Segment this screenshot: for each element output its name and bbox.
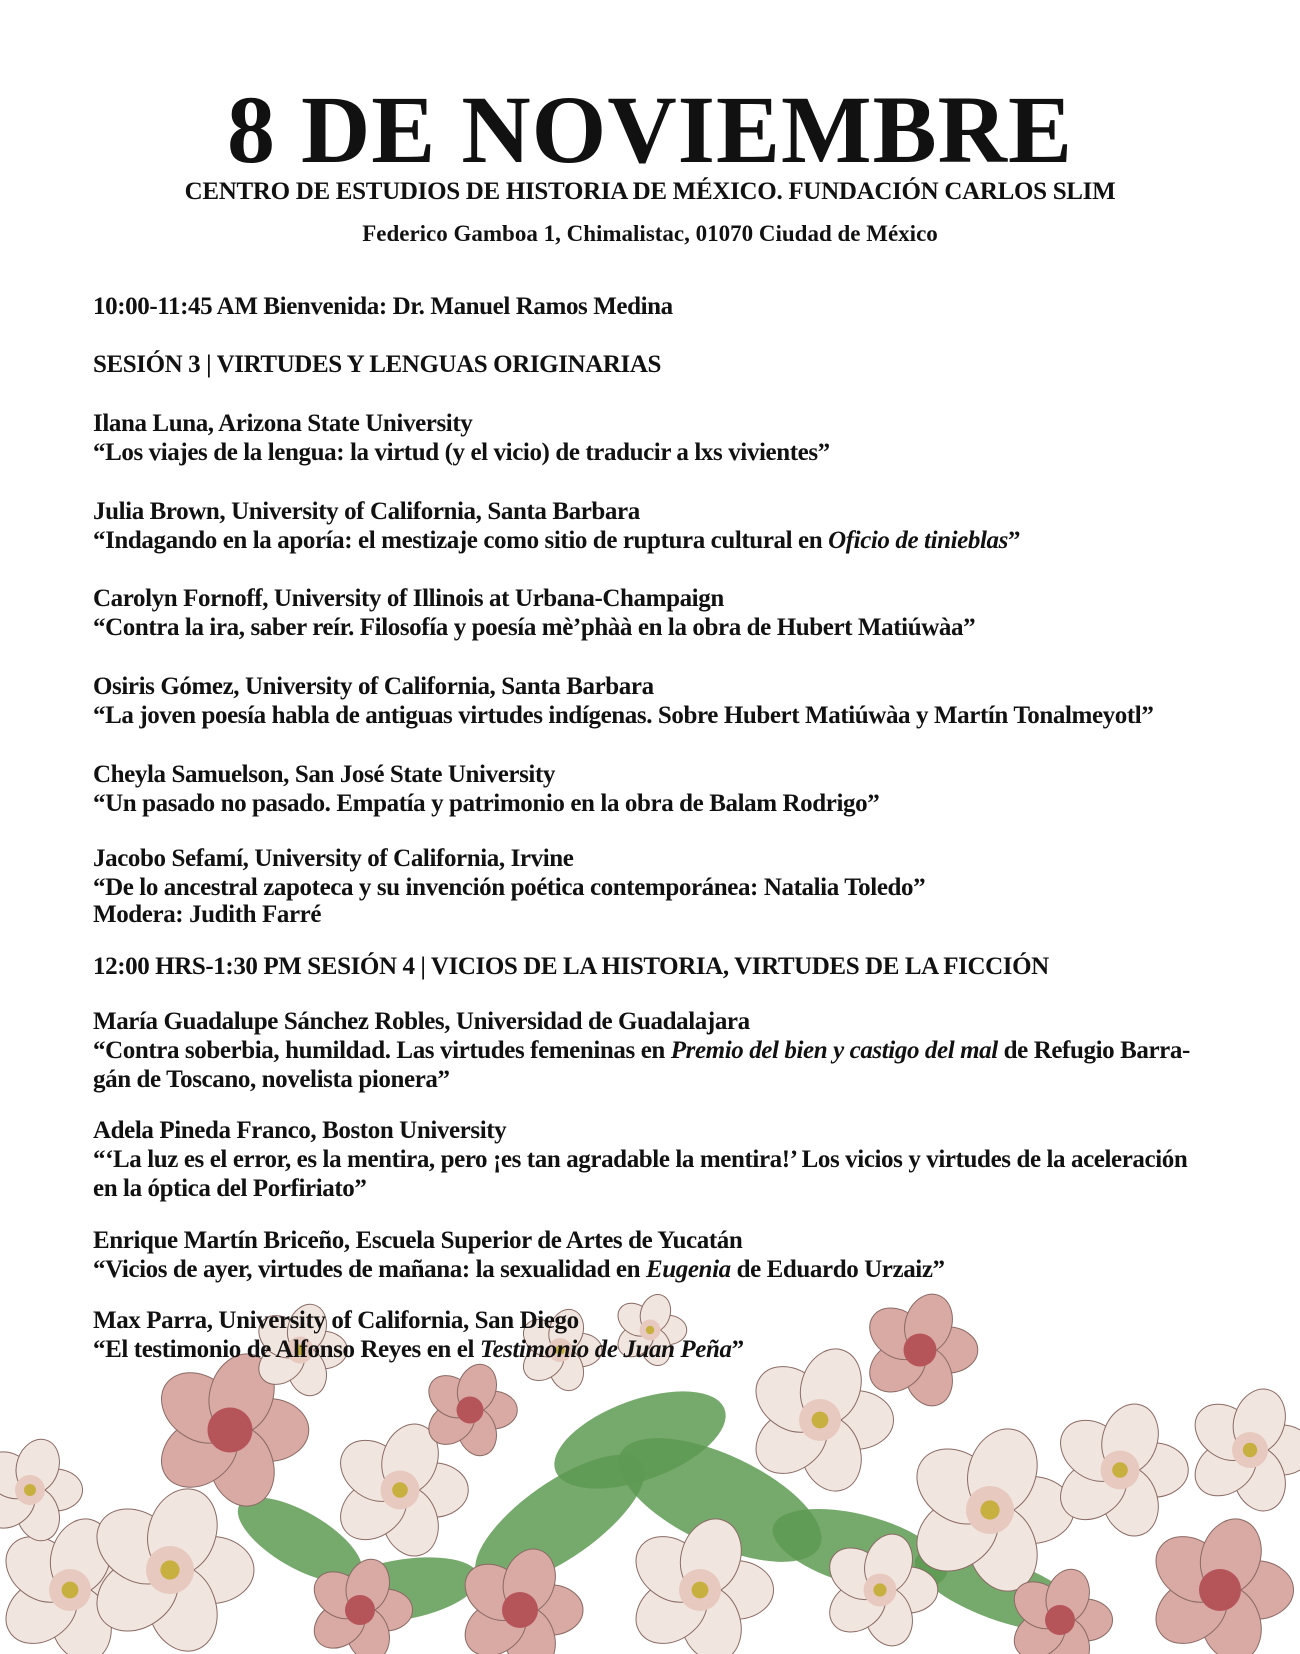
stamens [160, 1560, 179, 1579]
talk-title-line [93, 1145, 1187, 1174]
talk-title-text: de Refugio Barra- [997, 1037, 1190, 1064]
talk-title-text: “Indagando en la aporía: el mestizaje como sitio de ruptura cultural en [93, 527, 829, 554]
talk-title-line [93, 613, 975, 642]
speaker: Adela Pineda Franco, Boston University [93, 1117, 507, 1144]
talk-entry [93, 1007, 1190, 1094]
talk-title-text: ” [731, 1336, 744, 1363]
speaker: Enrique Martín Briceño, Escuela Superior de Artes de Yucatán [93, 1227, 743, 1254]
talk-entry [93, 1306, 744, 1364]
talk-title-text: “Vicios de ayer, virtudes de mañana: la sexualidad en [93, 1256, 646, 1283]
talk-entry [93, 584, 975, 642]
stamens [24, 1484, 36, 1496]
stamens [812, 1412, 829, 1429]
talk-title-text: de Eduardo Urzaiz” [730, 1256, 945, 1283]
talk-title-line [93, 1036, 1190, 1065]
flower-center [904, 1334, 937, 1367]
flower-center [1045, 1605, 1075, 1635]
talk-title-text: “Los viajes de la lengua: la virtud (y el vicio) de traducir a lxs vivientes” [93, 439, 830, 466]
session4-heading: 12:00 HRS-1:30 PM SESIÓN 4 | VICIOS DE LA HISTORIA, VIRTUDES DE LA FICCIÓN [93, 953, 1049, 980]
session3-heading: SESIÓN 3 | VIRTUDES Y LENGUAS ORIGINARIAS [93, 351, 661, 378]
flower-center [345, 1595, 375, 1625]
talk-title-text: en la óptica del Porfiriato” [93, 1175, 367, 1202]
talk-title-line [93, 1255, 945, 1284]
speaker: María Guadalupe Sánchez Robles, Universidad de Guadalajara [93, 1008, 750, 1035]
moderator: Modera: Judith Farré [93, 901, 322, 928]
talk-title-text: “La joven poesía habla de antiguas virtudes indígenas. Sobre Hubert Matiúwàa y Martín Tonalmeyotl” [93, 702, 1154, 729]
talk-title-text: “De lo ancestral zapoteca y su invención poética contemporánea: Natalia Toledo” [93, 874, 926, 901]
talk-title-line [93, 1174, 1187, 1203]
talk-title-line [93, 701, 1153, 730]
italic-work-title: Premio del bien y castigo del mal [670, 1037, 998, 1064]
italic-work-title: Testimonio de Juan Peña [479, 1336, 732, 1363]
talk-title-line [93, 1065, 1190, 1094]
speaker: Carolyn Fornoff, University of Illinois at Urbana-Champaign [93, 585, 724, 612]
talk-title-line [93, 789, 879, 818]
talk-title-text: “Un pasado no pasado. Empatía y patrimonio en la obra de Balam Rodrigo” [93, 790, 880, 817]
talk-title-text: “Contra soberbia, humildad. Las virtudes femeninas en [93, 1037, 671, 1064]
talk-entry [93, 409, 830, 467]
talk-title-line [93, 438, 830, 467]
talk-title-line [93, 873, 925, 902]
speaker: Julia Brown, University of California, Santa Barbara [93, 498, 640, 525]
italic-work-title: Oficio de tinieblas [828, 527, 1008, 554]
speaker: Ilana Luna, Arizona State University [93, 410, 473, 437]
flower-center [502, 1592, 538, 1628]
stamens [980, 1500, 999, 1519]
speaker: Max Parra, University of California, San Diego [93, 1307, 579, 1334]
flower-center [1199, 1569, 1241, 1611]
stamens [62, 1582, 79, 1599]
welcome-line: 10:00-11:45 AM Bienvenida: Dr. Manuel Ramos Medina [93, 293, 673, 320]
italic-work-title: Eugenia [645, 1256, 731, 1283]
talk-title-text: “‘La luz es el error, es la mentira, pero ¡es tan agradable la mentira!’ Los vicios y virtudes de la aceleración [93, 1146, 1188, 1173]
talk-entry [93, 760, 879, 818]
stamens [873, 1583, 886, 1596]
stamens [692, 1582, 709, 1599]
talk-title-text: ” [1007, 527, 1021, 554]
talk-entry [93, 497, 1020, 555]
speaker: Jacobo Sefamí, University of California, Irvine [93, 845, 574, 872]
talk-title-text: gán de Toscano, novelista pionera” [93, 1066, 450, 1093]
stamens [1112, 1462, 1128, 1478]
talk-entry [93, 1226, 945, 1284]
talk-title-text: “Contra la ira, saber reír. Filosofía y poesía mè’phàà en la obra de Hubert Matiúwàa” [93, 614, 976, 641]
page-title: 8 DE NOVIEMBRE [226, 76, 1074, 183]
stamens [392, 1482, 408, 1498]
talk-entry [93, 844, 925, 902]
stamens [1243, 1443, 1257, 1457]
flower-center [208, 1408, 253, 1453]
venue: CENTRO DE ESTUDIOS DE HISTORIA DE MÉXICO. FUNDACIÓN CARLOS SLIM [184, 178, 1116, 205]
talk-title-text: “El testimonio de Alfonso Reyes en el [93, 1336, 480, 1363]
flower-center [457, 1397, 484, 1424]
speaker: Cheyla Samuelson, San José State University [93, 761, 555, 788]
address: Federico Gamboa 1, Chimalistac, 01070 Ciudad de México [362, 221, 938, 246]
talk-entry [93, 1116, 1187, 1203]
talk-entry [93, 672, 1153, 730]
talk-title-line [93, 1335, 744, 1364]
talk-title-line [93, 526, 1020, 555]
speaker: Osiris Gómez, University of California, Santa Barbara [93, 673, 654, 700]
